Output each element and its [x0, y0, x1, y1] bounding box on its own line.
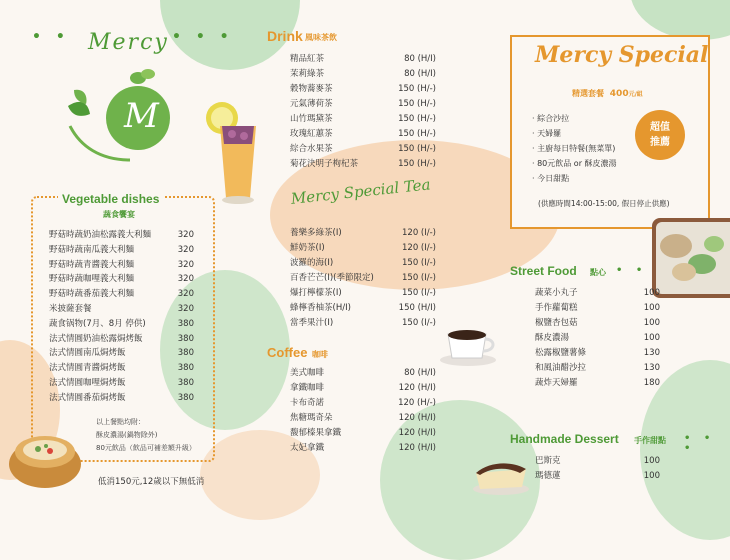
menu-item-row	[49, 302, 194, 317]
menu-item-row	[290, 426, 436, 441]
menu-item-name: 爆打檸檬茶(I)	[290, 288, 342, 298]
menu-item-name: 法式情圓南瓜焗烤飯	[49, 348, 126, 359]
menu-item-row	[290, 127, 436, 142]
set-item: · 80元飲品 or 酥皮濃湯	[532, 159, 617, 168]
menu-item-row	[49, 287, 194, 302]
menu-item-row	[290, 396, 436, 411]
menu-item-name: 法式情圓咖哩焗烤飯	[49, 377, 126, 388]
menu-item-row	[290, 381, 436, 396]
menu-item-name: 松露椒鹽薯條	[535, 348, 587, 358]
menu-item-name: 法式情圓青醬焗烤飯	[49, 363, 126, 374]
menu-item-price: 320	[177, 274, 194, 285]
menu-item-price: 150 (H/I)	[398, 303, 436, 313]
menu-item-price: 100	[643, 471, 660, 481]
set-item: · 主廚每日特餐(無菜單)	[532, 144, 616, 153]
menu-item-row	[535, 454, 660, 469]
menu-item-price: 150 (I/-)	[402, 258, 436, 268]
menu-item-row	[290, 411, 436, 426]
menu-item-row	[290, 316, 436, 331]
menu-item-price: 120 (H/-)	[398, 398, 436, 408]
badge-line: 超值	[650, 122, 670, 133]
decor-dots: • •	[32, 29, 70, 45]
menu-item-row	[49, 228, 194, 243]
menu-item-price: 320	[177, 303, 194, 314]
menu-item-price: 380	[177, 377, 194, 388]
menu-item-price: 120 (I/-)	[402, 243, 436, 253]
apple-logo	[60, 68, 180, 178]
menu-item-name: 法式情圓奶油松露焗烤飯	[49, 333, 143, 344]
special-set-title: Mercy Special	[535, 42, 709, 68]
menu-item-name: 野菇時蔬青醬義大利麵	[49, 259, 135, 270]
menu-item-price: 320	[177, 289, 194, 300]
menu-item-name: 元氣薄荷茶	[290, 99, 333, 109]
menu-item-row	[49, 332, 194, 347]
menu-item-price: 380	[177, 348, 194, 359]
menu-item-name: 卡布奇諾	[290, 398, 325, 408]
menu-item-name: 馥郁榛果拿鐵	[290, 428, 342, 438]
special-set-note: (供應時間14:00-15:00, 假日停止供應)	[538, 199, 670, 208]
menu-item-row	[535, 301, 660, 316]
menu-item-row	[290, 67, 436, 82]
menu-item-row	[290, 271, 436, 286]
pot-pie-image	[6, 424, 84, 490]
menu-item-name: 鮮奶茶(I)	[290, 243, 325, 253]
decor-dots: • • •	[172, 29, 234, 45]
menu-item-price: 120 (H/I)	[398, 413, 436, 423]
menu-item-name: 波羅的海(I)	[290, 258, 334, 268]
menu-item-name: 玫瑰紅蕙茶	[290, 129, 333, 139]
special-set-items	[532, 111, 617, 186]
menu-item-price: 150 (H/-)	[398, 144, 436, 154]
menu-item-name: 米披薩套餐	[49, 303, 92, 314]
dessert-subtitle: 手作甜點	[634, 436, 666, 445]
menu-item-name: 蔬菜小丸子	[535, 288, 578, 298]
menu-item-name: 穀物蕎麥茶	[290, 84, 333, 94]
menu-item-name: 野菇時蔬咖哩義大利麵	[49, 274, 135, 285]
menu-item-price: 150 (H/-)	[398, 159, 436, 169]
menu-item-price: 150 (H/-)	[398, 129, 436, 139]
menu-item-price: 80 (H/I)	[404, 69, 436, 79]
special-set-price-line	[572, 88, 643, 99]
menu-item-row	[49, 317, 194, 332]
menu-item-price: 380	[177, 333, 194, 344]
special-set-price-unit: 元/組	[628, 91, 643, 98]
tempura-plate-image	[648, 214, 730, 300]
menu-item-price: 380	[177, 363, 194, 374]
menu-item-price: 150 (H/-)	[398, 114, 436, 124]
menu-item-name: 蔬炸天婦羅	[535, 378, 578, 388]
menu-item-name: 蜂檸香柚茶(H/I)	[290, 303, 351, 313]
menu-item-row	[290, 301, 436, 316]
menu-item-name: 美式咖啡	[290, 368, 325, 378]
menu-item-row	[535, 361, 660, 376]
street-food-title: Street Food	[510, 264, 577, 278]
menu-item-row	[49, 346, 194, 361]
menu-item-price: 100	[643, 333, 660, 343]
menu-item-name: 拿鐵咖啡	[290, 383, 325, 393]
menu-item-price: 150 (I/-)	[402, 273, 436, 283]
menu-item-name: 椒鹽杏包菇	[535, 318, 578, 328]
menu-item-row	[290, 226, 436, 241]
menu-item-price: 150 (I/-)	[402, 288, 436, 298]
logo-letter: M	[124, 96, 159, 136]
menu-item-row	[290, 256, 436, 271]
brand-name: Mercy	[88, 30, 169, 55]
menu-item-price: 120 (I/-)	[402, 228, 436, 238]
menu-item-name: 茉莉綠茶	[290, 69, 325, 79]
drink-title: Drink	[267, 28, 303, 44]
menu-item-row	[535, 316, 660, 331]
menu-item-name: 酥皮濃湯	[535, 333, 570, 343]
note-line: 以上餐點均附：	[96, 418, 145, 426]
special-tea-title: Mercy Special Tea	[290, 175, 432, 208]
menu-item-row	[49, 376, 194, 391]
menu-item-name: 和風油醋沙拉	[535, 363, 587, 373]
note-line: 酥皮濃湯(鍋物除外)	[96, 431, 158, 439]
menu-item-row	[290, 157, 436, 172]
basque-cheesecake-image	[470, 455, 532, 497]
menu-item-name: 焦糖瑪奇朵	[290, 413, 333, 423]
menu-item-name: 巴斯克	[535, 456, 561, 466]
menu-item-price: 150 (H/-)	[398, 99, 436, 109]
special-tea-list	[290, 226, 436, 331]
vegetable-title: Vegetable dishes	[58, 192, 163, 206]
vegetable-list	[49, 228, 194, 406]
menu-item-price: 100	[643, 318, 660, 328]
menu-item-row	[290, 286, 436, 301]
menu-item-name: 當季果汁(I)	[290, 318, 334, 328]
menu-item-price: 100	[643, 456, 660, 466]
menu-item-row	[535, 346, 660, 361]
menu-item-name: 野菇時蔬番茄義大利麵	[49, 289, 135, 300]
menu-item-row	[290, 97, 436, 112]
menu-item-price: 150 (I/-)	[402, 318, 436, 328]
menu-item-row	[290, 82, 436, 97]
menu-item-name: 野菇時蔬南瓜義大利麵	[49, 244, 135, 255]
menu-item-price: 80 (H/I)	[404, 368, 436, 378]
coffee-list	[290, 366, 436, 456]
special-set-subtitle: 精選套餐	[572, 89, 604, 98]
menu-item-price: 100	[643, 288, 660, 298]
menu-item-name: 瑪德蓮	[535, 471, 561, 481]
dessert-list	[535, 454, 660, 484]
coffee-subtitle: 咖啡	[312, 350, 328, 359]
menu-item-price: 100	[643, 303, 660, 313]
badge-line: 推薦	[650, 137, 670, 148]
menu-item-name: 太妃拿鐵	[290, 443, 325, 453]
menu-item-row	[49, 258, 194, 273]
bg-blob-green-topright	[630, 0, 730, 40]
menu-item-row	[49, 272, 194, 287]
decor-dots: • • •	[684, 433, 716, 454]
menu-item-price: 320	[177, 259, 194, 270]
coffee-cup-image	[438, 324, 500, 368]
menu-item-row	[290, 142, 436, 157]
menu-item-name: 山竹瑪黛茶	[290, 114, 333, 124]
menu-item-price: 130	[643, 348, 660, 358]
menu-item-row	[535, 286, 660, 301]
menu-item-name: 菊花決明子枸杞茶	[290, 159, 359, 169]
menu-item-price: 120 (H/I)	[398, 443, 436, 453]
decor-dots: • •	[616, 265, 648, 276]
menu-item-name: 野菇時蔬奶油松露義大利麵	[49, 230, 152, 240]
menu-item-price: 150 (H/-)	[398, 84, 436, 94]
vegetable-subtitle: 蔬食饗宴	[103, 210, 135, 219]
min-charge-note: 低消150元,12歲以下無低消	[98, 477, 205, 487]
menu-item-name: 手作蘿蔔糕	[535, 303, 578, 313]
menu-item-price: 180	[643, 378, 660, 388]
note-line: 80元飲品（飲品可補差額升級）	[96, 444, 196, 452]
menu-item-row	[49, 361, 194, 376]
iced-tea-image	[200, 100, 270, 210]
menu-item-price: 120 (H/I)	[398, 383, 436, 393]
menu-item-price: 320	[177, 230, 194, 240]
menu-item-row	[290, 52, 436, 67]
drink-list	[290, 52, 436, 172]
set-item: · 今日甜點	[532, 174, 570, 183]
vegetable-note	[96, 416, 196, 455]
menu-item-name: 蔬食锅物(7月、8月 停供)	[49, 318, 146, 329]
menu-item-row	[290, 441, 436, 456]
menu-item-name: 百香芒芒(I)(季節限定)	[290, 273, 374, 283]
menu-item-row	[535, 331, 660, 346]
coffee-title: Coffee	[267, 345, 308, 360]
menu-item-row	[290, 112, 436, 127]
street-food-list	[535, 286, 660, 391]
menu-item-price: 380	[177, 392, 194, 403]
menu-item-row	[290, 241, 436, 256]
menu-item-name: 養樂多綠茶(I)	[290, 228, 342, 238]
menu-item-name: 綜合水果茶	[290, 144, 333, 154]
menu-item-price: 380	[177, 318, 194, 329]
menu-item-price: 130	[643, 363, 660, 373]
value-badge	[635, 110, 685, 160]
menu-item-row	[535, 376, 660, 391]
menu-item-row	[290, 366, 436, 381]
street-food-subtitle: 點心	[590, 268, 606, 277]
menu-item-name: 法式情圓番茄焗烤飯	[49, 392, 126, 403]
set-item: · 天婦羅	[532, 129, 562, 138]
dessert-title: Handmade Dessert	[510, 432, 619, 446]
special-set-price: 400	[609, 89, 629, 99]
menu-item-row	[535, 469, 660, 484]
menu-item-price: 80 (H/I)	[404, 54, 436, 64]
menu-item-price: 320	[177, 244, 194, 255]
menu-item-name: 精品紅茶	[290, 54, 325, 64]
drink-subtitle: 風味茶飲	[305, 33, 337, 42]
menu-item-row	[49, 391, 194, 406]
menu-item-price: 120 (H/I)	[398, 428, 436, 438]
set-item: · 綜合沙拉	[532, 114, 570, 123]
menu-item-row	[49, 243, 194, 258]
